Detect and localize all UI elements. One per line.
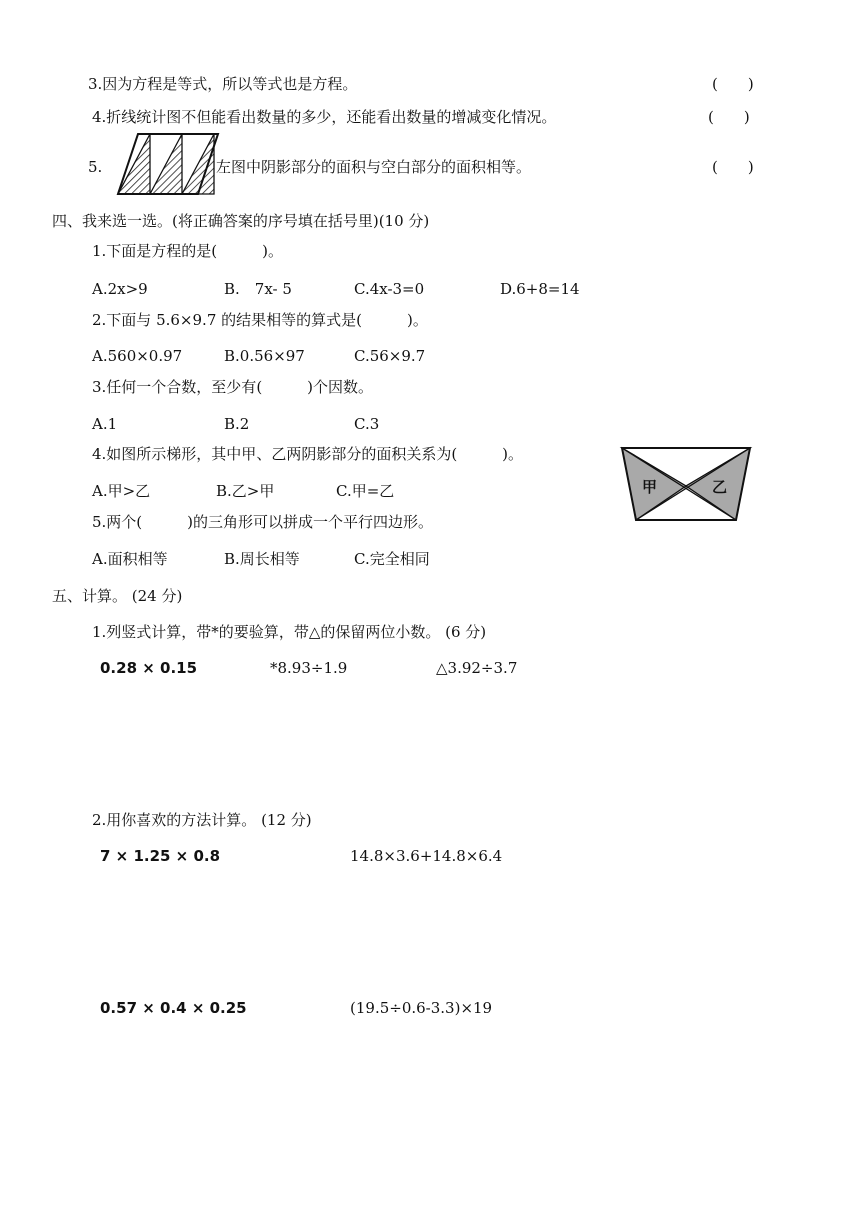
trapezoid-figure <box>618 444 754 524</box>
calc-p1-expr-2: *8.93÷1.9 <box>270 659 348 677</box>
calc-p2-stem: 2.用你喜欢的方法计算。 (12 分) <box>92 811 312 829</box>
judge-item-3-answer-bracket[interactable]: ( ) <box>712 75 754 93</box>
choice-q2-option-b: B.0.56×97 <box>224 347 305 365</box>
calc-p2-expr-2: 14.8×3.6+14.8×6.4 <box>350 847 503 865</box>
trapezoid-label-yi: 乙 <box>712 478 728 496</box>
choice-q4-option-b: B.乙>甲 <box>216 482 275 500</box>
calc-p2-expr-1: 7 × 1.25 × 0.8 <box>100 847 221 865</box>
choice-q2-stem: 2.下面与 5.6×9.7 的结果相等的算式是( )。 <box>92 311 428 329</box>
choice-q5-stem: 5.两个( )的三角形可以拼成一个平行四边形。 <box>92 513 434 531</box>
judge-item-5-text: 左图中阴影部分的面积与空白部分的面积相等。 <box>216 158 532 176</box>
choice-q4-stem: 4.如图所示梯形，其中甲、乙两阴影部分的面积关系为( )。 <box>92 445 524 463</box>
calc-p2-expr-4: (19.5÷0.6-3.3)×19 <box>350 999 493 1017</box>
choice-q5-option-c: C.完全相同 <box>354 550 430 568</box>
section-4-title: 四、我来选一选。(将正确答案的序号填在括号里)(10 分) <box>52 212 430 230</box>
judge-item-4-answer-bracket[interactable]: ( ) <box>708 108 750 126</box>
judge-item-4-text: 4.折线统计图不但能看出数量的多少，还能看出数量的增减变化情况。 <box>92 108 557 126</box>
calc-p1-stem: 1.列竖式计算，带*的要验算，带△的保留两位小数。 (6 分) <box>92 623 487 641</box>
trapezoid-label-jia: 甲 <box>642 478 658 496</box>
choice-q1-stem: 1.下面是方程的是( )。 <box>92 242 284 260</box>
choice-q1-option-a: A.2x>9 <box>92 280 148 298</box>
parallelogram-triangles-figure <box>116 131 220 197</box>
choice-q4-option-a: A.甲>乙 <box>92 482 151 500</box>
choice-q1-option-d: D.6+8=14 <box>500 280 580 298</box>
section-5-title: 五、计算。 (24 分) <box>52 587 183 605</box>
choice-q5-option-a: A.面积相等 <box>92 550 168 568</box>
choice-q3-option-a: A.1 <box>92 415 118 433</box>
judge-item-5-number: 5. <box>88 158 103 176</box>
judge-item-3-text: 3.因为方程是等式，所以等式也是方程。 <box>88 75 358 93</box>
judge-item-5-answer-bracket[interactable]: ( ) <box>712 158 754 176</box>
choice-q2-option-a: A.560×0.97 <box>92 347 183 365</box>
choice-q3-option-b: B.2 <box>224 415 250 433</box>
choice-q1-option-c: C.4x-3=0 <box>354 280 425 298</box>
calc-p1-expr-3: △3.92÷3.7 <box>436 659 518 677</box>
choice-q1-option-b: B. 7x- 5 <box>224 280 292 298</box>
calc-p2-expr-3: 0.57 × 0.4 × 0.25 <box>100 999 247 1017</box>
choice-q3-option-c: C.3 <box>354 415 380 433</box>
calc-p1-expr-1: 0.28 × 0.15 <box>100 659 198 677</box>
choice-q3-stem: 3.任何一个合数，至少有( )个因数。 <box>92 378 374 396</box>
choice-q2-option-c: C.56×9.7 <box>354 347 426 365</box>
choice-q5-option-b: B.周长相等 <box>224 550 300 568</box>
choice-q4-option-c: C.甲=乙 <box>336 482 395 500</box>
